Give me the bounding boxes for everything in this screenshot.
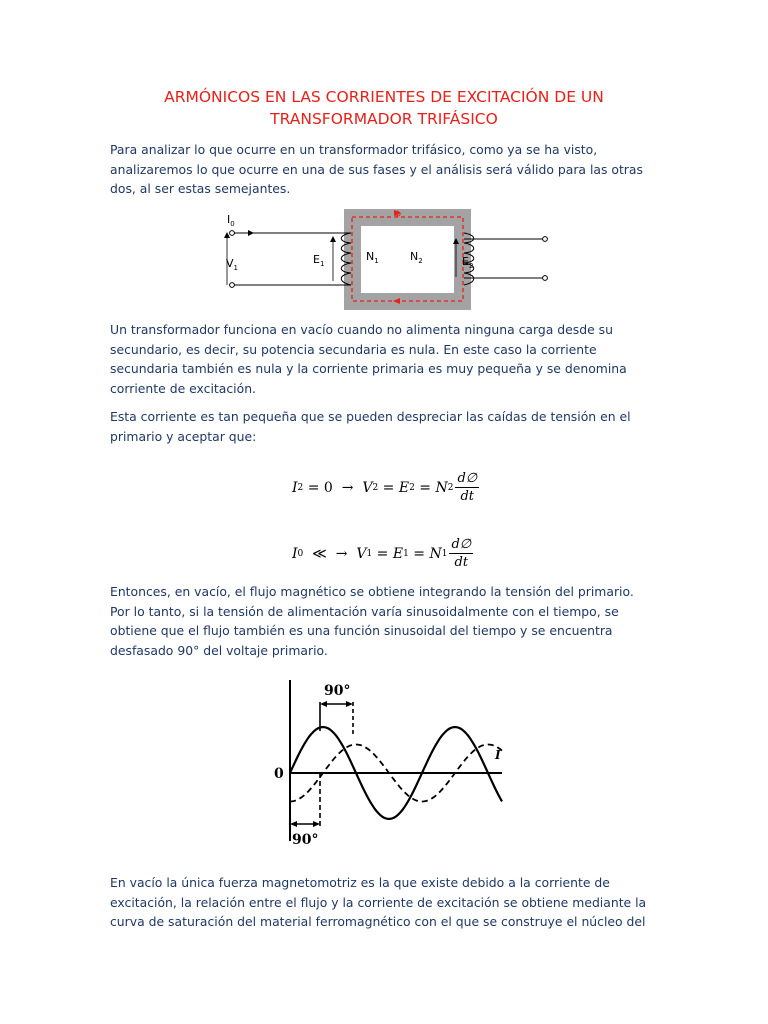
text-line: En vacío la única fuerza magnetomotriz es la que existe debido a la corriente de: [110, 875, 610, 890]
text-line: Un transformador funciona en vacío cuando no alimenta ninguna carga desde su: [110, 322, 613, 337]
i0-label: $I_0$: [227, 213, 235, 228]
text-line: dos, al ser estas semejantes.: [110, 181, 291, 196]
primary-terminal-top: [230, 231, 235, 236]
text-line: curva de saturación del material ferromagnético con el que se construye el núcleo del: [110, 914, 646, 929]
title-line-1: ARMÓNICOS EN LAS CORRIENTES DE EXCITACIÓN DE UN: [164, 88, 604, 106]
text-line: secundaria también es nula y la corriente primaria es muy pequeña y se denomina: [110, 361, 627, 376]
text-line: corriente de excitación.: [110, 380, 256, 396]
text-line: secundario, es decir, su potencia secundaria es nula. En este caso la corriente: [110, 341, 597, 357]
paragraph-assumption: [110, 407, 660, 446]
text-line: excitación, la relación entre el flujo y la corriente de excitación se obtiene mediante la: [110, 894, 647, 910]
document-title: [110, 86, 658, 130]
curve-end-label: I: [495, 748, 501, 762]
text-line: desfasado 90° del voltaje primario.: [110, 642, 328, 658]
equation-primary: I 0 ≪ → V 1 = E 1 = N 1 $\frac{d\emptyset}{dt}$: [292, 537, 472, 570]
text-line: primario y aceptar que:: [110, 428, 257, 444]
origin-label: 0: [274, 766, 284, 782]
paragraph-flux: [110, 582, 660, 660]
paragraph-no-load: [110, 320, 660, 398]
paragraph-mmf: [110, 873, 660, 932]
text-line: analizaremos lo que ocurre en una de sus fases y el análisis será válido para las otras: [110, 161, 643, 177]
e1-label: $E_1$: [313, 253, 325, 268]
primary-terminal-bottom: [230, 283, 235, 288]
phi-label: Φ: [394, 210, 402, 220]
top-shift-label: 90°: [324, 683, 351, 699]
v1-label: $V_1$: [226, 257, 238, 272]
secondary-terminal-bottom: [543, 276, 548, 281]
text-line: Entonces, en vacío, el flujo magnético se obtiene integrando la tensión del primario.: [110, 584, 634, 599]
title-line-2: TRANSFORMADOR TRIFÁSICO: [270, 110, 498, 128]
paragraph-intro: [110, 140, 660, 199]
i0-arrow: [248, 230, 254, 236]
text-line: Esta corriente es tan pequeña que se pueden despreciar las caídas de tensión en el: [110, 409, 631, 424]
text-line: Por lo tanto, si la tensión de alimentación varía sinusoidalmente con el tiempo, se: [110, 603, 619, 619]
phase-shift-waveform: [270, 676, 510, 851]
equation-secondary: I 2 = 0 → V 2 = E 2 = N 2 $\frac{d\emptyset}{dt}$: [292, 471, 478, 504]
text-line: obtiene que el flujo también es una función sinusoidal del tiempo y se encuentra: [110, 623, 613, 638]
transformer-diagram: [218, 205, 558, 315]
e2-label: $E_2$: [462, 255, 474, 270]
bottom-shift-label: 90°: [292, 832, 319, 848]
n2-label: $N_2$: [410, 250, 423, 265]
secondary-terminal-top: [543, 237, 548, 242]
text-line: Para analizar lo que ocurre en un transformador trifásico, como ya se ha visto,: [110, 142, 598, 157]
n1-label: $N_1$: [366, 250, 379, 265]
